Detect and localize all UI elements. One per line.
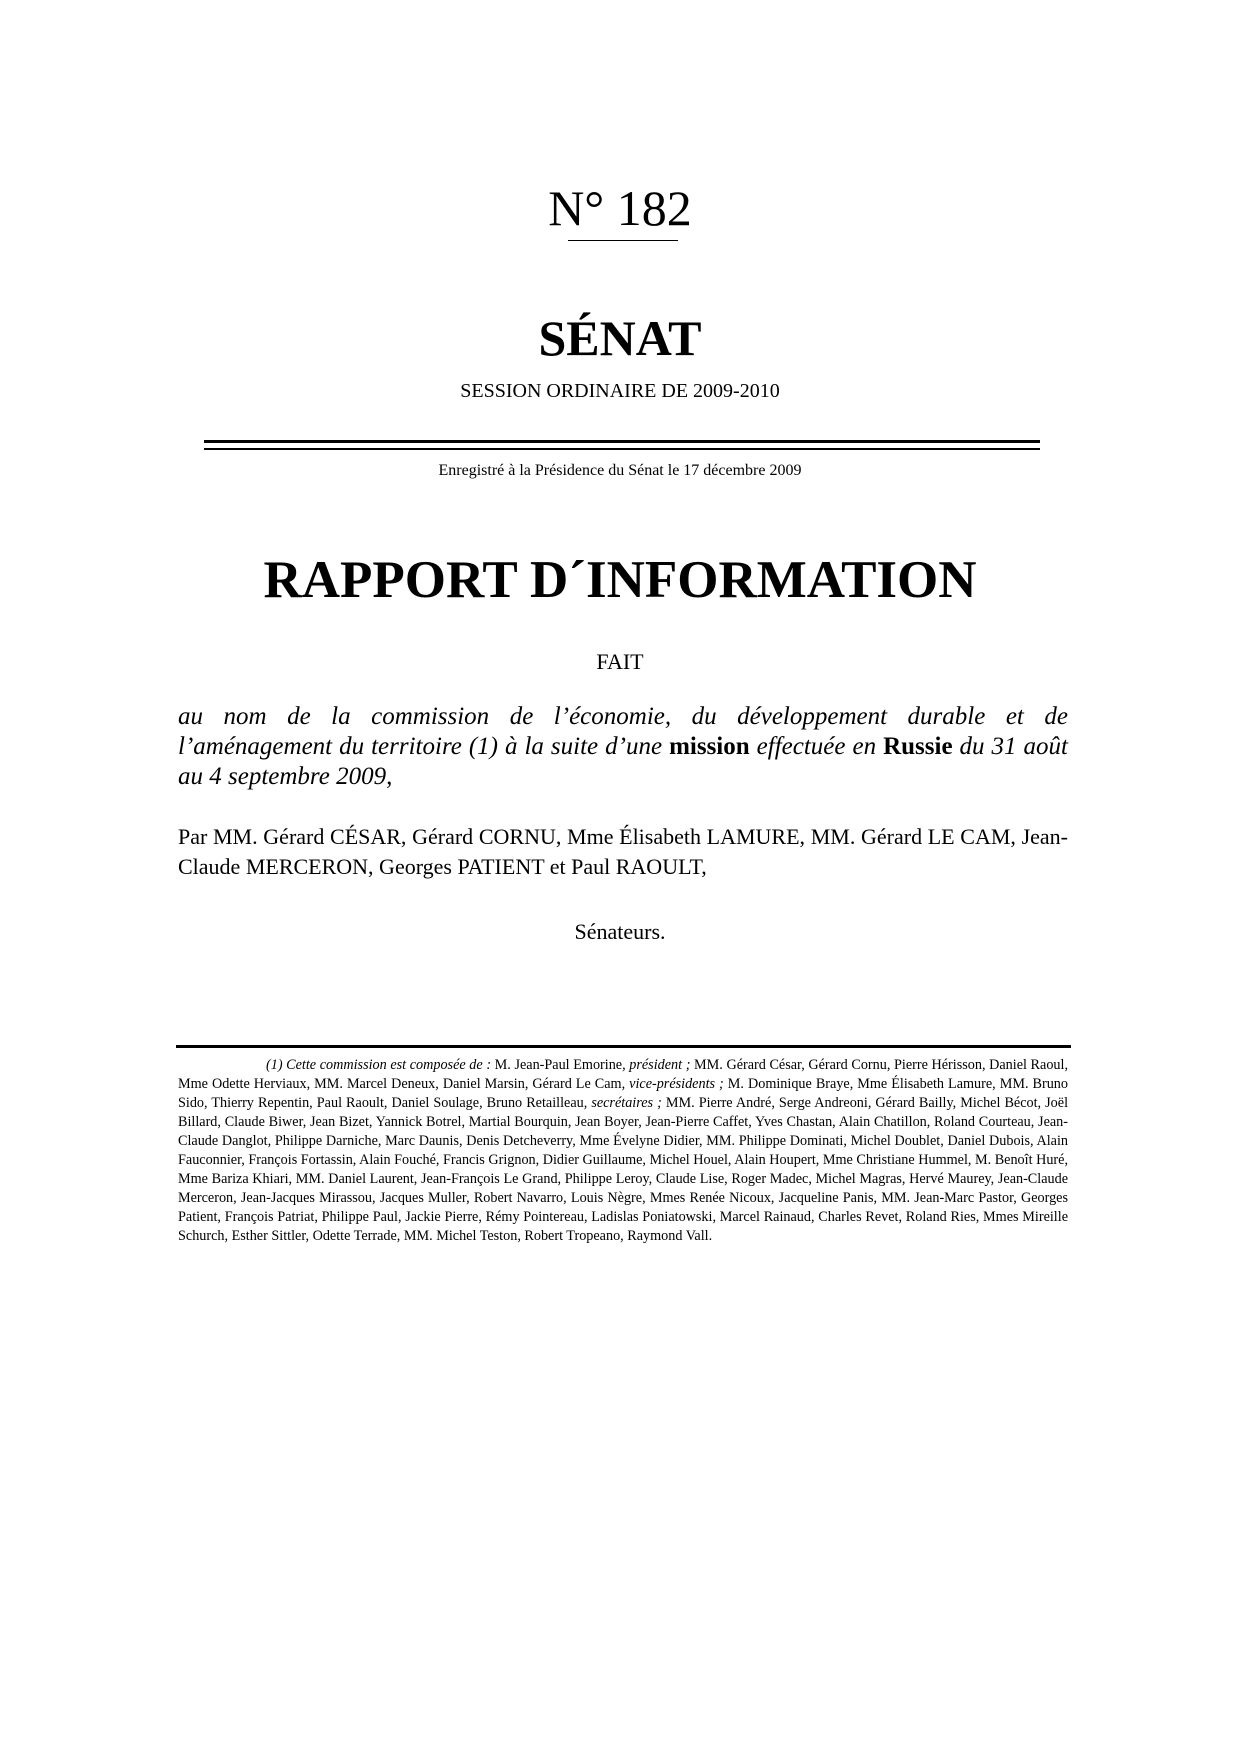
chamber-title: SÉNAT bbox=[538, 310, 702, 366]
footnote-members: MM. Pierre André, Serge Andreoni, Gérard Bailly, Michel Bécot, Joël Billard, Claude Biwer, Jean Bizet, Yannick Botrel, Martial Bourquin, Jean Boyer, Jean-Pierre Caffet, Yves Chastan, Alain Chatillon, Roland Courteau, Jean-Claude Danglot, Philippe Darniche, Marc Daunis, Denis Detcheverry, Mme Évelyne Didier, MM. Philippe Dominati, Michel Doublet, Daniel Dubois, Alain Fauconnier, François Fortassin, Alain Fouché, Francis Grignon, Didier Guillaume, Michel Houel, Alain Houpert, Mme Christiane Hummel, M. Benoît Huré, Mme Bariza Khiari, MM. Daniel Laurent, Jean-François Le Grand, Philippe Leroy, Claude Lise, Roger Madec, Michel Magras, Hervé Maurey, Jean-Claude Merceron, Jean-Jacques Mirassou, Jacques Muller, Robert Navarro, Louis Nègre, Mmes Renée Nicoux, Jacqueline Panis, MM. Jean-Marc Pastor, Georges Patient, François Patriat, Philippe Paul, Jackie Pierre, Rémy Pointereau, Ladislas Poniatowski, Marcel Rainaud, Charles Revet, Roland Ries, Mmes Mireille Schurch, Esther Sittler, Odette Terrade, MM. Michel Teston, Robert Tropeano, Raymond Vall. bbox=[178, 1095, 1069, 1244]
mission-text-3: du 31 août au 4 septembre 2009, bbox=[178, 733, 1069, 790]
senateurs-label: Sénateurs. bbox=[574, 919, 666, 944]
footnote-vice-role: , vice-présidents ; bbox=[621, 1076, 728, 1092]
mission-keyword: mission bbox=[669, 733, 750, 760]
fait-label: FAIT bbox=[596, 649, 644, 674]
footnote-secretary-role: , secrétaires ; bbox=[583, 1095, 666, 1111]
document-number: N° 182 bbox=[548, 180, 692, 236]
mission-country: Russie bbox=[883, 733, 953, 760]
footnote-intro: (1) Cette commission est composée de : bbox=[266, 1057, 495, 1073]
authors-paragraph: Par MM. Gérard CÉSAR, Gérard CORNU, Mme Élisabeth LAMURE, MM. Gérard LE CAM, Jean-Claude MERCERON, Georges PATIENT et Paul RAOULT, bbox=[178, 824, 1068, 879]
footnote-vice-names: MM. Gérard César, Gérard Cornu, Pierre Hérisson, Daniel Raoul, Mme Odette Herviaux, MM. Marcel Deneux, Daniel Marsin, Gérard Le Cam bbox=[178, 1057, 1068, 1092]
double-divider bbox=[204, 440, 1040, 450]
mission-text-2: effectuée en bbox=[749, 733, 884, 760]
mission-description bbox=[178, 702, 1068, 792]
footnote bbox=[178, 1056, 1068, 1246]
footnote-president-role: , président ; bbox=[622, 1057, 695, 1073]
session-line: SESSION ORDINAIRE DE 2009-2010 bbox=[460, 380, 780, 402]
registration-line: Enregistré à la Présidence du Sénat le 17 décembre 2009 bbox=[438, 462, 802, 479]
footnote-divider bbox=[176, 1045, 1071, 1048]
footnote-president-name: M. Jean-Paul Emorine bbox=[494, 1057, 623, 1073]
number-underline bbox=[568, 240, 678, 241]
mission-text-1: au nom de la commission de l’économie, du développement durable et de l’aménagement du territoire (1) à la suite d’une bbox=[178, 703, 1068, 760]
report-title: RAPPORT D´INFORMATION bbox=[263, 551, 977, 609]
footnote-secretary-names: M. Dominique Braye, Mme Élisabeth Lamure, MM. Bruno Sido, Thierry Repentin, Paul Raoult, Daniel Soulage, Bruno Retailleau bbox=[178, 1076, 1068, 1111]
